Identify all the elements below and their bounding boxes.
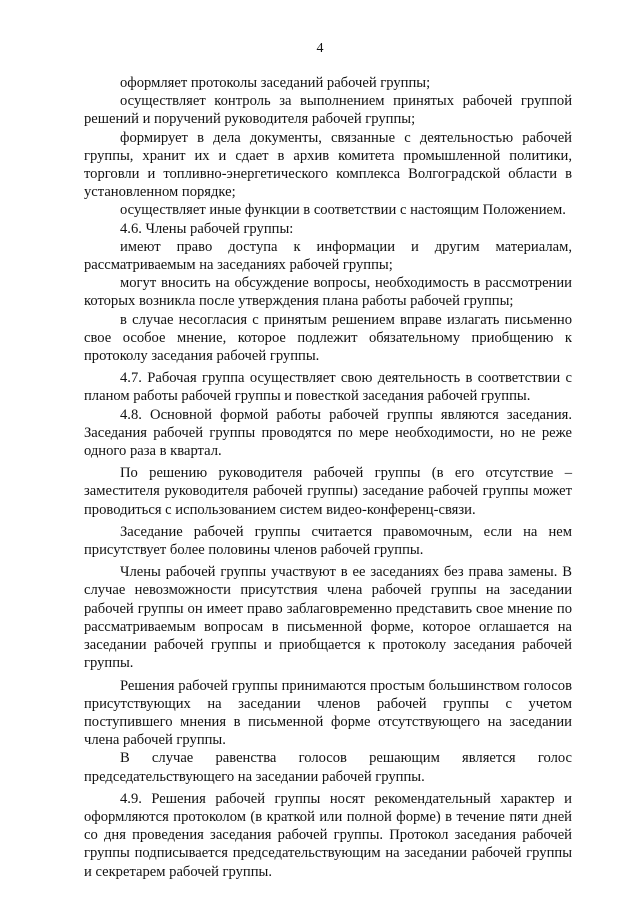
section-paragraph-4-9: 4.9. Решения рабочей группы носят рекомендательный характер и оформляются протоколом (в краткой или полной форме) в течение пяти дней со дня проведения заседания рабочей группы. Протокол заседания рабочей группы подписывается председательствующим на заседании рабочей группы и секретарем рабочей группы. — [84, 790, 572, 880]
paragraph: могут вносить на обсуждение вопросы, необходимость в рассмотрении которых возникла после утверждения плана работы рабочей группы; — [84, 275, 572, 310]
paragraph: формирует в дела документы, связанные с деятельностью рабочей группы, хранит их и сдает в архив комитета промышленной политики, торговли и топливно-энергетического комплекса Волгоградской области в установленном порядке; — [84, 129, 572, 201]
document-body — [84, 74, 572, 881]
paragraph: В случае равенства голосов решающим является голос председательствующего на заседании рабочей группы. — [84, 750, 572, 785]
paragraph: в случае несогласия с принятым решением вправе излагать письменно свое особое мнение, которое подлежит обязательному приобщению к протоколу заседания рабочей группы. — [84, 311, 572, 365]
paragraph: осуществляет иные функции в соответствии с настоящим Положением. — [120, 202, 566, 219]
page-number: 4 — [316, 41, 324, 56]
section-paragraph-4-7: 4.7. Рабочая группа осуществляет свою деятельность в соответствии с планом работы рабочей группы и повесткой заседания рабочей группы. — [84, 370, 572, 405]
paragraph: Решения рабочей группы принимаются простым большинством голосов присутствующих на заседании членов рабочей группы с учетом поступившего мнения в письменной форме отсутствующего на заседании члена рабочей группы. — [84, 677, 572, 749]
paragraph: осуществляет контроль за выполнением принятых рабочей группой решений и поручений руководителя рабочей группы; — [84, 93, 572, 128]
section-paragraph-4-8: 4.8. Основной формой работы рабочей группы являются заседания. Заседания рабочей группы проводятся по мере необходимости, но не реже одного раза в квартал. — [84, 406, 572, 460]
paragraph: оформляет протоколы заседаний рабочей группы; — [120, 75, 431, 91]
paragraph: По решению руководителя рабочей группы (в его отсутствие – заместителя руководителя рабочей группы) заседание рабочей группы может проводиться с использованием систем видео-конференц-связи. — [84, 465, 572, 518]
paragraph: имеют право доступа к информации и другим материалам, рассматриваемым на заседаниях рабочей группы; — [84, 238, 572, 274]
section-heading-4-6: 4.6. Члены рабочей группы: — [120, 220, 294, 237]
paragraph: Заседание рабочей группы считается правомочным, если на нем присутствует более половины членов рабочей группы. — [84, 523, 572, 559]
paragraph: Члены рабочей группы участвуют в ее заседаниях без права замены. В случае невозможности присутствия члена рабочей группы на заседании рабочей группы он имеет право заблаговременно представить свое мнение по рассматриваемым вопросам в письменной форме, которое оглашается на заседании рабочей группы и приобщается к протоколу заседания рабочей группы. — [84, 564, 572, 672]
